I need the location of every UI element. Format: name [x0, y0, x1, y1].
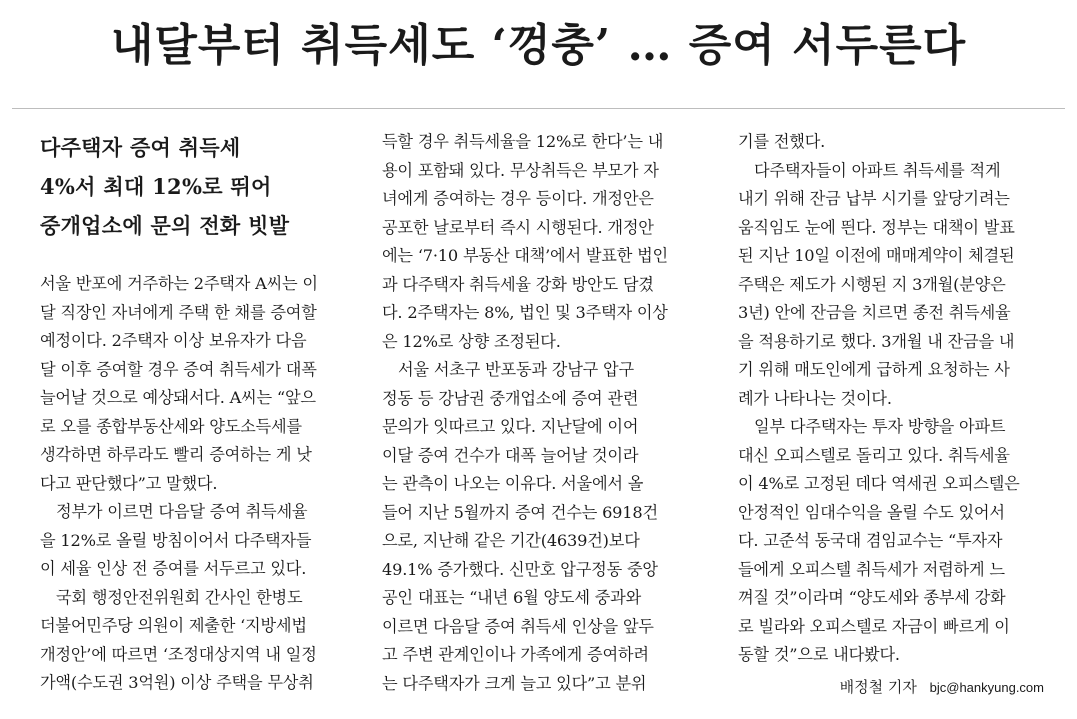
text-line: 기를 전했다.: [738, 132, 826, 151]
text-line: 예정이다. 2주택자 이상 보유자가 다음: [40, 331, 307, 350]
subheadline-line: 4%서 최대 12%로 뛰어: [40, 174, 272, 199]
text-line: 은 12%로 상향 조정된다.: [382, 331, 561, 351]
text-line: 례가 나타나는 것이다.: [738, 388, 892, 408]
text-line: 들에게 오피스텔 취득세가 저렴하게 느: [738, 559, 1005, 579]
text-line: 는 관측이 나오는 이유다. 서울에서 올: [382, 474, 644, 493]
column-text: [382, 128, 708, 698]
text-line: 로 오를 종합부동산세와 양도소득세를: [40, 416, 302, 436]
text-line: 다고 판단했다”고 말했다.: [40, 473, 218, 493]
text-line: 공포한 날로부터 즉시 시행된다. 개정안: [382, 217, 654, 237]
text-line: 개정안’에 따르면 ‘조정대상지역 내 일정: [40, 644, 317, 664]
article-column-2: [382, 0, 708, 719]
reporter-email[interactable]: bjc@hankyung.com: [929, 680, 1044, 695]
text-line: 더불어민주당 의원이 제출한 ‘지방세법: [40, 616, 307, 635]
text-line: 녀에게 증여하는 경우 등이다. 개정안은: [382, 189, 654, 208]
column-text: [40, 270, 360, 698]
text-line: 달 이후 증여할 경우 증여 취득세가 대폭: [40, 359, 317, 379]
text-line: 용이 포함돼 있다. 무상취득은 부모가 자: [382, 160, 659, 180]
text-line: 달 직장인 자녀에게 주택 한 채를 증여할: [40, 302, 317, 322]
text-line: 고 주변 관계인이나 가족에게 증여하려: [382, 645, 649, 664]
text-line: 내기 위해 잔금 납부 시기를 앞당기려는: [738, 189, 1010, 208]
text-line: 득할 경우 취득세율을 12%로 한다’는 내: [382, 132, 664, 151]
text-line: 과 다주택자 취득세율 강화 방안도 담겼: [382, 274, 654, 294]
text-line: 을 적용하기로 했다. 3개월 내 잔금을 내: [738, 331, 1015, 351]
text-line: 공인 대표는 “내년 6월 양도세 중과와: [382, 588, 642, 607]
text-line: 이달 증여 건수가 대폭 늘어날 것이라: [382, 445, 639, 465]
text-line: 49.1% 증가했다. 신만호 압구정동 중앙: [382, 559, 658, 579]
text-line: 이르면 다음달 증여 취득세 인상을 앞두: [382, 616, 654, 636]
text-line: 서울 서초구 반포동과 강남구 압구: [398, 360, 634, 379]
article-column-1: [40, 0, 360, 719]
text-line: 다. 고준석 동국대 겸임교수는 “투자자: [738, 531, 1003, 550]
text-line: 문의가 잇따르고 있다. 지난달에 이어: [382, 417, 639, 436]
subheadline-line: 중개업소에 문의 전화 빗발: [40, 213, 290, 238]
text-line: 을 12%로 올릴 방침이어서 다주택자들: [40, 530, 312, 550]
subheadline-block: [40, 128, 360, 245]
text-line: 늘어날 것으로 예상돼서다. A씨는 “앞으: [40, 388, 316, 407]
headline: 내달부터 취득세도 ‘껑충’ … 증여 서두른다: [110, 20, 967, 71]
text-line: 으로, 지난해 같은 기간(4639건)보다: [382, 531, 640, 550]
text-line: 정부가 이르면 다음달 증여 취득세율: [56, 502, 308, 521]
subheadline-line: 다주택자 증여 취득세: [40, 135, 241, 160]
text-line: 에는 ‘7·10 부동산 대책’에서 발표한 법인: [382, 246, 668, 265]
text-line: 국회 행정안전위원회 간사인 한병도: [56, 587, 303, 607]
text-line: 서울 반포에 거주하는 2주택자 A씨는 이: [40, 274, 318, 293]
byline: [840, 676, 1044, 697]
column-text: [738, 128, 1044, 670]
text-line: 껴질 것”이라며 “양도세와 종부세 강화: [738, 588, 1006, 607]
text-line: 주택은 제도가 시행된 지 3개월(분양은: [738, 274, 1006, 294]
text-line: 일부 다주택자는 투자 방향을 아파트: [754, 417, 1006, 436]
text-line: 이 세율 인상 전 증여를 서두르고 있다.: [40, 559, 307, 578]
text-line: 들어 지난 5월까지 증여 건수는 6918건: [382, 502, 658, 522]
text-line: 가액(수도권 3억원) 이상 주택을 무상취: [40, 673, 314, 692]
text-line: 된 지난 10일 이전에 매매계약이 체결된: [738, 246, 1015, 265]
article-column-3: [738, 0, 1044, 719]
text-line: 3년) 안에 잔금을 치르면 종전 취득세율: [738, 303, 1011, 322]
text-line: 생각하면 하루라도 빨리 증여하는 게 낫: [40, 445, 312, 464]
text-line: 는 다주택자가 크게 늘고 있다”고 분위: [382, 673, 647, 693]
text-line: 기 위해 매도인에게 급하게 요청하는 사: [738, 360, 1010, 379]
text-line: 동할 것”으로 내다봤다.: [738, 645, 900, 664]
text-line: 다. 2주택자는 8%, 법인 및 3주택자 이상: [382, 303, 668, 322]
text-line: 안정적인 임대수익을 올릴 수도 있어서: [738, 502, 1005, 522]
text-line: 대신 오피스텔로 돌리고 있다. 취득세율: [738, 445, 1010, 465]
text-line: 이 4%로 고정된 데다 역세권 오피스텔은: [738, 474, 1020, 493]
text-line: 정동 등 강남권 중개업소에 증여 관련: [382, 388, 639, 408]
text-line: 로 빌라와 오피스텔로 자금이 빠르게 이: [738, 616, 1010, 636]
reporter-name: 배정철 기자: [839, 678, 917, 696]
text-line: 다주택자들이 아파트 취득세를 적게: [754, 160, 1001, 180]
text-line: 움직임도 눈에 띈다. 정부는 대책이 발표: [738, 217, 1015, 237]
